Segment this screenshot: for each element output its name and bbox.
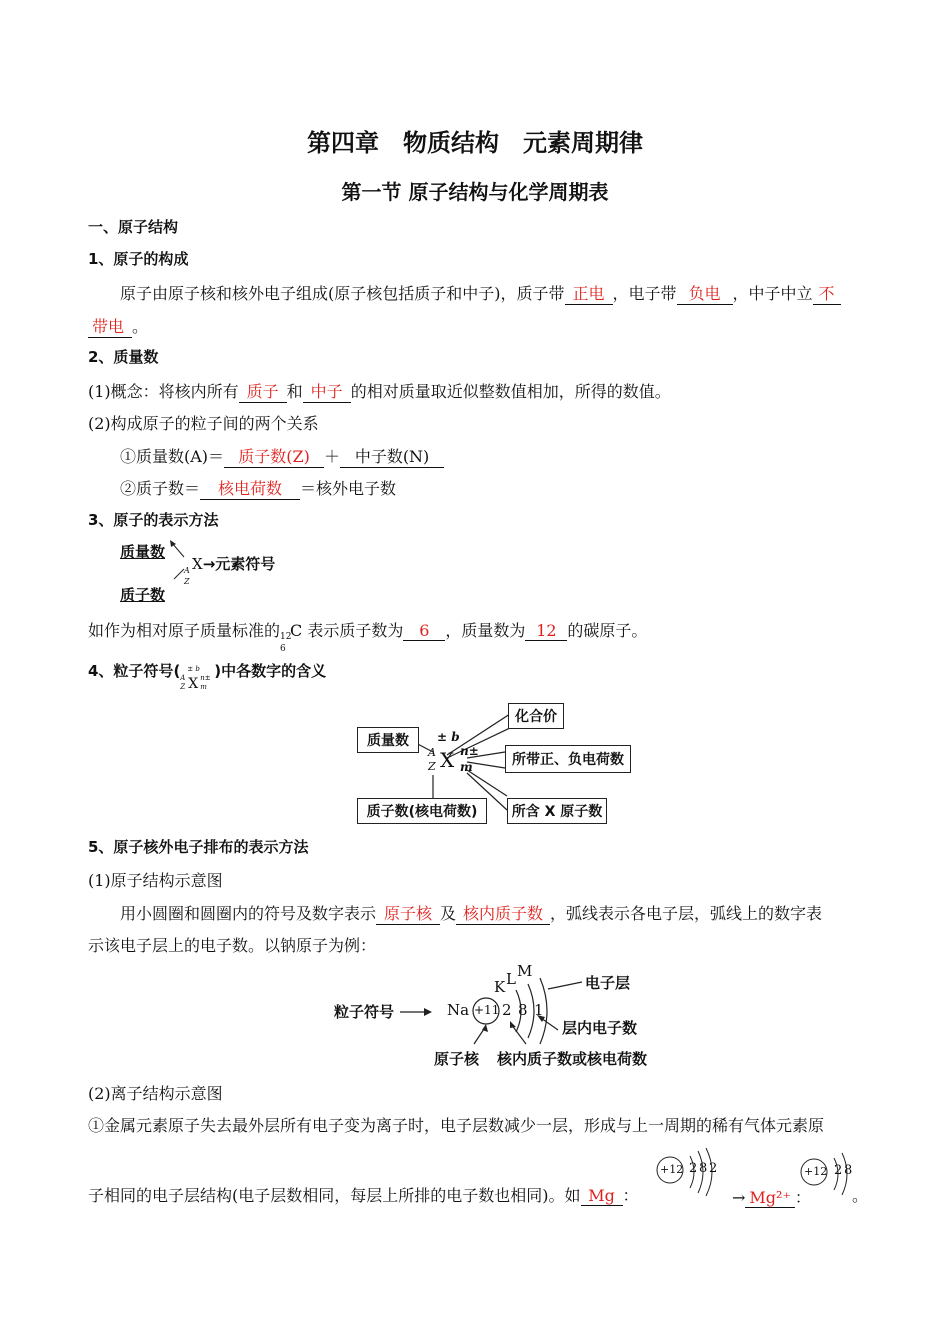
text: ，电子带 [612,284,677,303]
sym-A: A [180,674,186,682]
text: ＋ [324,447,341,466]
answer-blank: 正电 [565,281,613,305]
text: 的相对质量取近似整数值相加，所得的数值。 [350,382,671,401]
c-superscript: 12 [280,632,292,642]
text: 和 [286,382,303,401]
label-layer-electrons: 层内电子数 [562,1019,638,1037]
na-shell-2: 8 [518,1001,528,1019]
answer-blank: 带电 [88,314,132,338]
text: 及 [440,904,457,923]
sym-Z: Z [428,760,436,773]
paragraph [88,379,671,403]
text: )中各数字的含义 [214,662,327,680]
box-valence: 化合价 [508,703,564,729]
subsection-heading: 3、原子的表示方法 [88,511,219,529]
particle-symbol [426,730,486,780]
answer-blank: Mg [581,1186,623,1206]
text: C [290,621,303,640]
text: 4、粒子符号( [88,662,181,680]
sym-n-pm: n± [460,744,479,758]
box-charge: 所带正、负电荷数 [505,745,631,773]
box-proton-number: 质子数(核电荷数) [357,798,487,824]
text: ，中子中立 [732,284,813,303]
label-particle-symbol: 粒子符号 [334,1003,395,1021]
paragraph: 示该电子层上的电子数。以钠原子为例： [88,936,377,955]
paragraph: (1)原子结构示意图 [88,871,223,890]
paragraph [120,444,444,468]
sym-Z: Z [180,683,186,691]
shell-L: L [506,970,516,988]
label-electron-layer: 电子层 [585,974,631,992]
sym-X: X [440,748,455,772]
answer-blank: 6 [403,621,445,641]
chapter-title: 第四章 物质结构 元素周期律 [307,129,643,157]
text: (1)概念：将核内所有 [88,382,239,401]
text: 用小圆圈和圆圈内的符号及数字表示 [120,904,377,923]
paragraph: ①金属元素原子失去最外层所有电子变为离子时，电子层数减少一层，形成与上一周期的稀有气体元素原 [88,1116,825,1135]
sym-A: A [428,746,436,759]
text: 如作为相对原子质量标准的 [88,621,281,640]
sym-n-pm: n± [200,674,211,682]
mg-shell-3: 2 [709,1161,718,1176]
label-mass-number: 质量数 [120,543,166,561]
sym-A: A [184,566,190,575]
section-title: 第一节 原子结构与化学周期表 [341,180,609,204]
c-subscript: 6 [280,644,286,654]
sym-pm-b: ± b [437,730,460,744]
mg-core: +12 [660,1163,684,1176]
mg2-core: +12 [804,1165,828,1178]
na-shell-3: 1 [534,1001,544,1019]
text: 。 [132,317,149,336]
answer-blank: 负电 [677,281,733,305]
paragraph: (2)构成原子的粒子间的两个关系 [88,414,319,433]
answer-blank: 12 [525,621,567,641]
text: 的碳原子。 [567,621,648,640]
na-core: +11 [474,1003,500,1017]
answer-blank: 核内质子数 [456,901,550,925]
paragraph [120,476,396,500]
notation-symbol [184,553,276,586]
mg2-shell-2: 8 [844,1163,853,1178]
subsection-heading: 2、质量数 [88,348,159,366]
answer-blank: 不 [813,281,841,305]
label-proton-number: 质子数 [120,586,166,604]
label-element: →元素符号 [202,555,276,573]
text: ①质量数(A)＝ [120,447,225,466]
answer-blank: 质子 [239,379,287,403]
paragraph [88,618,648,654]
arrow: → [732,1188,746,1207]
subsection-heading [88,660,327,692]
text: ，弧线表示各电子层，弧线上的数字表 [550,904,823,923]
sym-m: m [460,760,473,774]
text: ： [794,1188,811,1207]
answer-blank: 中子数(N) [340,444,444,468]
answer-blank: Mg²⁺ [745,1188,794,1208]
answer-blank: 核电荷数 [200,476,300,500]
mg-shell-2: 8 [699,1161,708,1176]
sym-Z: Z [184,577,190,586]
shell-K: K [494,978,506,996]
text: 表示质子数为 [307,621,404,640]
box-mass-number: 质量数 [357,727,419,753]
text: ： [622,1186,639,1205]
text: ＝核外电子数 [300,479,397,498]
label-nucleus: 原子核 [434,1050,480,1068]
mg-shell-1: 2 [689,1161,698,1176]
text: 原子由原子核和核外电子组成(原子核包括质子和中子)，质子带 [120,284,565,303]
subsection-heading: 1、原子的构成 [88,250,189,268]
answer-blank: 中子 [303,379,351,403]
label-nuclear-protons: 核内质子数或核电荷数 [497,1050,648,1068]
na-symbol: Na [447,1001,470,1019]
sym-m: m [200,683,207,691]
paragraph [88,1183,639,1206]
subsection-heading: 5、原子核外电子排布的表示方法 [88,838,309,856]
paragraph [120,281,841,305]
box-atom-count: 所含 X 原子数 [507,798,607,824]
paragraph: (2)离子结构示意图 [88,1084,223,1103]
sym-pm-b: ± b [187,665,200,673]
na-shell-1: 2 [502,1001,512,1019]
sym-X: X [188,676,199,692]
text: 子相同的电子层结构(电子层数相同，每层上所排的电子数也相同)。如 [88,1186,581,1205]
answer-blank: 质子数(Z) [224,444,324,468]
paragraph [120,901,822,925]
mg2-shell-1: 2 [834,1163,843,1178]
answer-blank: 原子核 [376,901,440,925]
text: ，质量数为 [445,621,526,640]
paragraph [88,314,148,338]
shell-M: M [517,962,533,980]
text: ②质子数＝ [120,479,201,498]
text: 。 [852,1186,869,1205]
section-heading: 一、原子结构 [88,218,179,236]
sym-X: X [192,555,203,573]
